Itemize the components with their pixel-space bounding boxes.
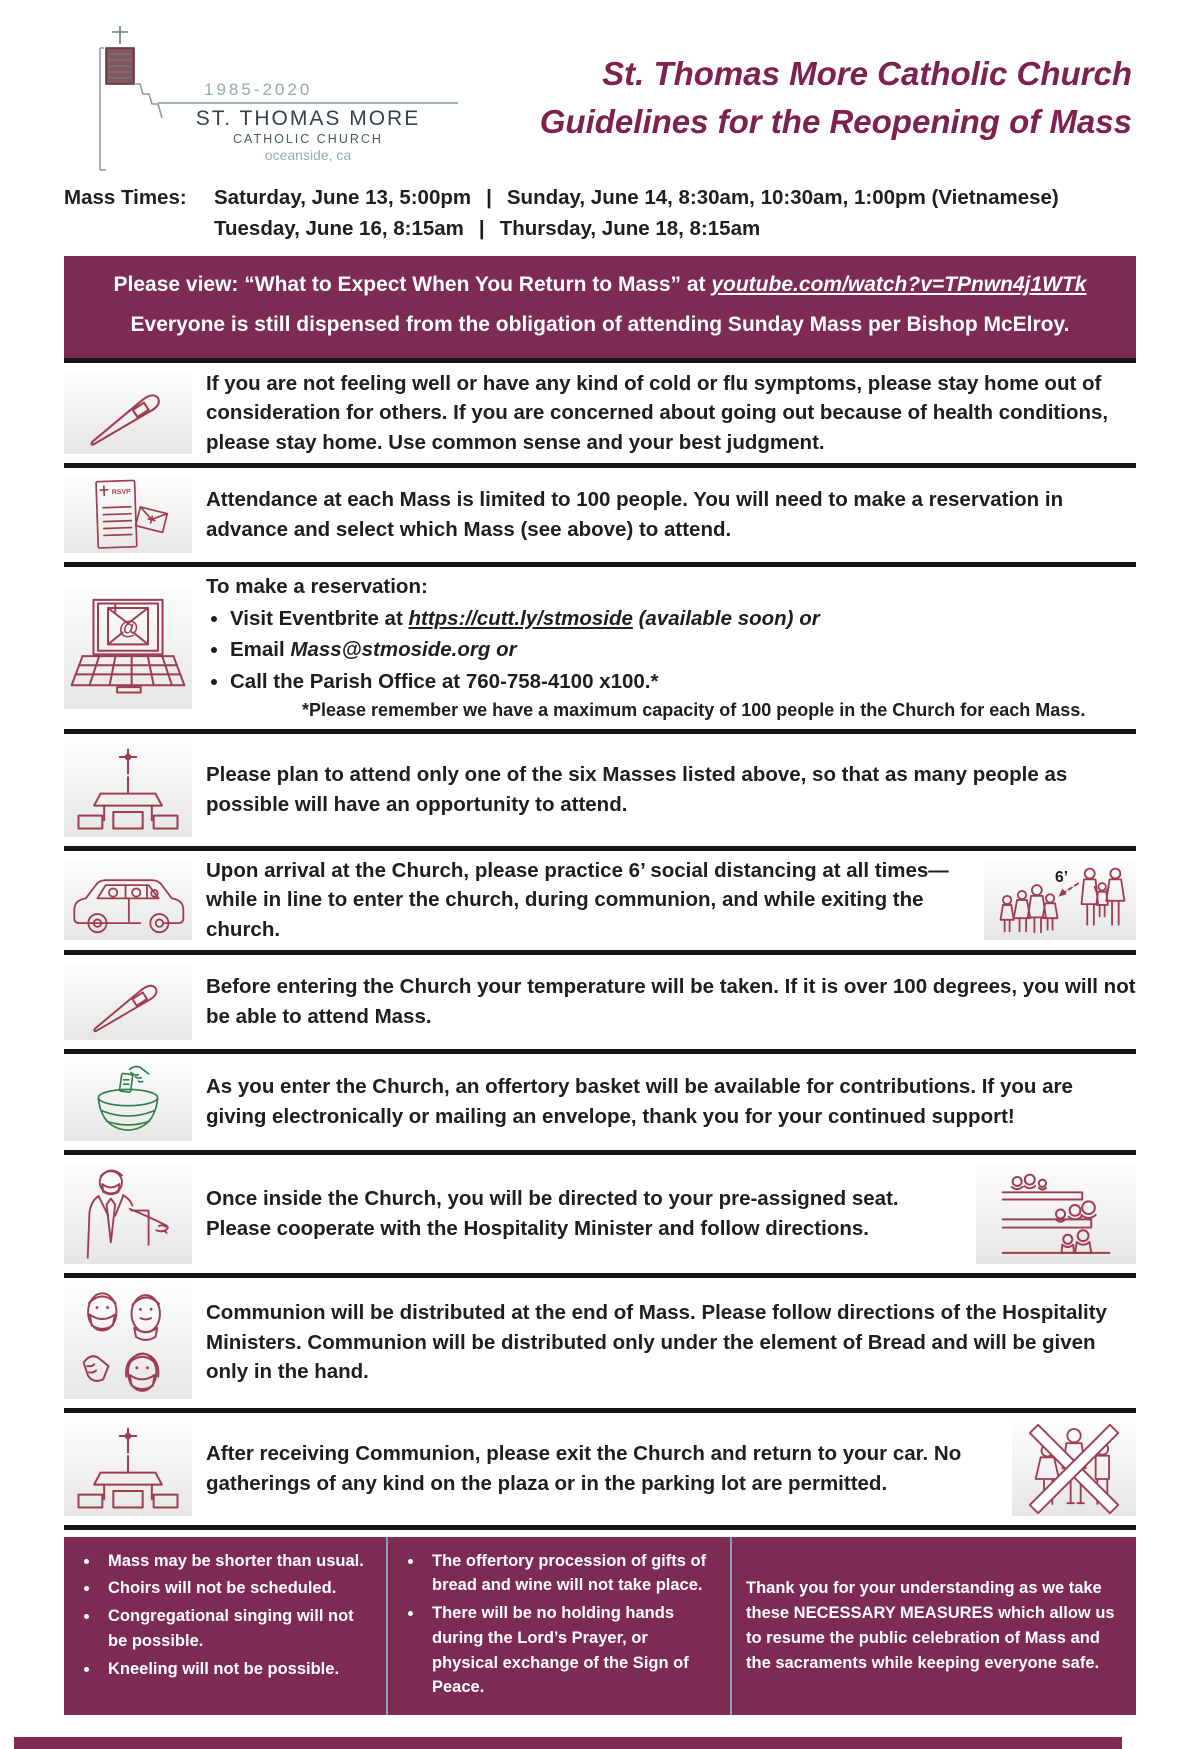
eventbrite-link[interactable]: https://cutt.ly/stmoside xyxy=(408,606,633,630)
rsvp-label: RSVP xyxy=(111,488,131,497)
footer-box-liturgy-changes xyxy=(386,1537,730,1716)
footer-item: • Kneeling will not be possible. xyxy=(100,1657,372,1682)
laptop-email-icon xyxy=(68,592,188,704)
guideline-row-temperature xyxy=(64,950,1136,1049)
mass-times-label: Mass Times: xyxy=(64,186,187,209)
item-text: Email xyxy=(230,638,291,662)
guideline-text: Upon arrival at the Church, please practice 6’ social distancing at all times—while in line to enter the church, during communion, and while exiting the church. xyxy=(206,858,949,941)
icon-tile-right xyxy=(976,1164,1136,1264)
thermometer-icon xyxy=(72,374,184,452)
banner-line2: Everyone is still dispensed from the obligation of attending Sunday Mass per Bishop McElroy. xyxy=(130,313,1070,336)
guideline-row-seating xyxy=(64,1150,1136,1273)
masked-faces-icon xyxy=(76,1288,180,1398)
banner-line1-text: Please view: “What to Expect When You Return to Mass” at xyxy=(113,273,712,296)
item-text: Call the Parish Office at 760-758-4100 x100.* xyxy=(230,669,659,693)
email-address: Mass@stmoside.org xyxy=(290,638,491,662)
reservation-item-phone xyxy=(230,667,1136,697)
guideline-text: Communion will be distributed at the end of Mass. Please follow directions of the Hospitality Ministers. Communion will be distributed only under the element of Bread and will be given only in the hand. xyxy=(206,1301,1107,1384)
footer-item: • Choirs will not be scheduled. xyxy=(100,1576,372,1601)
pipe-separator: | xyxy=(486,186,492,209)
reservation-item-email xyxy=(230,635,1136,665)
offertory-basket-icon xyxy=(80,1065,176,1139)
guideline-text: As you enter the Church, an offertory basket will be available for contributions. If you are giving electronically or mailing an envelope, thank you for your continued support! xyxy=(206,1075,1073,1128)
altar-icon xyxy=(73,745,183,835)
logo-city: oceanside, ca xyxy=(264,147,352,163)
icon-tile-right xyxy=(1012,1422,1136,1516)
at-sign-label: @ xyxy=(118,617,139,640)
distance-label: 6’ xyxy=(1055,869,1069,887)
page-title-line1: St. Thomas More Catholic Church xyxy=(602,55,1132,92)
mass-times xyxy=(64,186,1136,248)
guideline-text: If you are not feeling well or have any kind of cold or flu symptoms, please stay home out of consideration for others. If you are concerned about going out because of health conditions, please stay home. Use common sense and your best judgment. xyxy=(206,371,1109,454)
item-text: (available soon) or xyxy=(632,606,820,630)
footer-box-thanks xyxy=(730,1537,1136,1716)
footer-item: • Mass may be shorter than usual. xyxy=(100,1549,372,1574)
pipe-separator: | xyxy=(478,217,485,240)
youtube-link[interactable]: youtube.com/watch?v=TPnwn4j1WTk xyxy=(711,273,1087,296)
mass-time-sunday: Sunday, June 14, 8:30am, 10:30am, 1:00pm (Vietnamese) xyxy=(506,186,1059,209)
icon-tile xyxy=(64,860,192,940)
icon-tile-right xyxy=(984,860,1136,940)
rsvp-letter-icon xyxy=(76,478,180,552)
guideline-row-exit xyxy=(64,1408,1136,1525)
announcement-banner xyxy=(64,256,1136,358)
icon-tile xyxy=(64,1063,192,1141)
footer-divider xyxy=(64,1525,1136,1530)
mass-time-saturday: Saturday, June 13, 5:00pm xyxy=(214,186,472,209)
icon-tile xyxy=(64,477,192,553)
guideline-row-one-mass xyxy=(64,729,1136,846)
mass-time-thursday: Thursday, June 18, 8:15am xyxy=(499,217,761,240)
footer-thanks-text: Thank you for your understanding as we take these NECESSARY MEASURES which allow us to resume the public celebration of Mass and the sacraments while keeping everyone safe. xyxy=(746,1579,1115,1672)
car-family-icon xyxy=(66,862,190,938)
item-text: or xyxy=(490,638,517,662)
mass-times-line2 xyxy=(214,217,1059,241)
header xyxy=(64,0,1136,174)
banner-line1 xyxy=(88,273,1112,297)
guideline-text: Attendance at each Mass is limited to 100 people. You will need to make a reservation in advance and select which Mass (see above) to attend. xyxy=(206,488,1064,541)
guideline-text: Please plan to attend only one of the six Masses listed above, so that as many people as possible will have an opportunity to attend. xyxy=(206,763,1068,816)
guideline-row-sick xyxy=(64,358,1136,463)
logo-years: 1985-2020 xyxy=(158,80,458,104)
bottom-edge-bar xyxy=(14,1737,1122,1749)
mass-times-line1 xyxy=(214,186,1059,210)
icon-tile xyxy=(64,1164,192,1264)
church-tower-icon xyxy=(64,22,156,174)
logo-text xyxy=(158,80,458,174)
page-title xyxy=(464,22,1136,146)
mass-time-tuesday: Tuesday, June 16, 8:15am xyxy=(214,217,464,240)
pews-congregation-icon xyxy=(981,1167,1131,1261)
guideline-text: After receiving Communion, please exit the Church and return to your car. No gatherings of any kind on the plaza or in the parking lot are permitted. xyxy=(206,1442,962,1495)
reservation-intro: To make a reservation: xyxy=(206,575,428,598)
altar-icon xyxy=(73,1424,183,1514)
icon-tile xyxy=(64,372,192,454)
logo-subname: CATHOLIC CHURCH xyxy=(233,132,383,146)
mass-times-lines xyxy=(214,186,1059,248)
footer xyxy=(64,1537,1136,1716)
icon-tile xyxy=(64,1422,192,1516)
logo-name: ST. THOMAS MORE xyxy=(195,107,421,130)
thermometer-icon xyxy=(72,966,184,1038)
guideline-row-distancing xyxy=(64,846,1136,950)
icon-tile xyxy=(64,1287,192,1399)
guideline-row-offertory xyxy=(64,1049,1136,1150)
guideline-row-communion xyxy=(64,1273,1136,1408)
icon-tile xyxy=(64,587,192,709)
social-distance-icon xyxy=(987,862,1133,938)
icon-tile xyxy=(64,964,192,1040)
footer-item: • Congregational singing will not be possible. xyxy=(100,1604,372,1654)
icon-tile xyxy=(64,743,192,837)
guideline-text: Before entering the Church your temperature will be taken. If it is over 100 degrees, you will not be able to attend Mass. xyxy=(206,975,1136,1028)
reservation-item-eventbrite xyxy=(230,604,1136,634)
footer-box-restrictions xyxy=(64,1537,386,1716)
guideline-row-reservation xyxy=(64,562,1136,729)
page-title-line2: Guidelines for the Reopening of Mass xyxy=(539,102,1132,140)
guideline-text: Once inside the Church, you will be directed to your pre-assigned seat. Please cooperate with the Hospitality Minister and follow directions. xyxy=(206,1187,899,1240)
capacity-note: *Please remember we have a maximum capacity of 100 people in the Church for each Mass. xyxy=(302,700,1086,721)
item-text: Visit Eventbrite at xyxy=(230,606,409,630)
hospitality-minister-icon xyxy=(76,1166,180,1262)
guideline-row-attendance xyxy=(64,463,1136,562)
footer-item: • There will be no holding hands during the Lord’s Prayer, or physical exchange of the Sign of Peace. xyxy=(424,1601,716,1700)
footer-list-2 xyxy=(402,1549,716,1701)
footer-item: • The offertory procession of gifts of bread and wine will not take place. xyxy=(424,1549,716,1599)
guideline-text xyxy=(192,572,1136,724)
no-gatherings-icon xyxy=(1021,1424,1127,1514)
footer-list-1 xyxy=(78,1549,372,1682)
reservation-list xyxy=(206,604,1136,697)
church-logo xyxy=(64,22,464,174)
